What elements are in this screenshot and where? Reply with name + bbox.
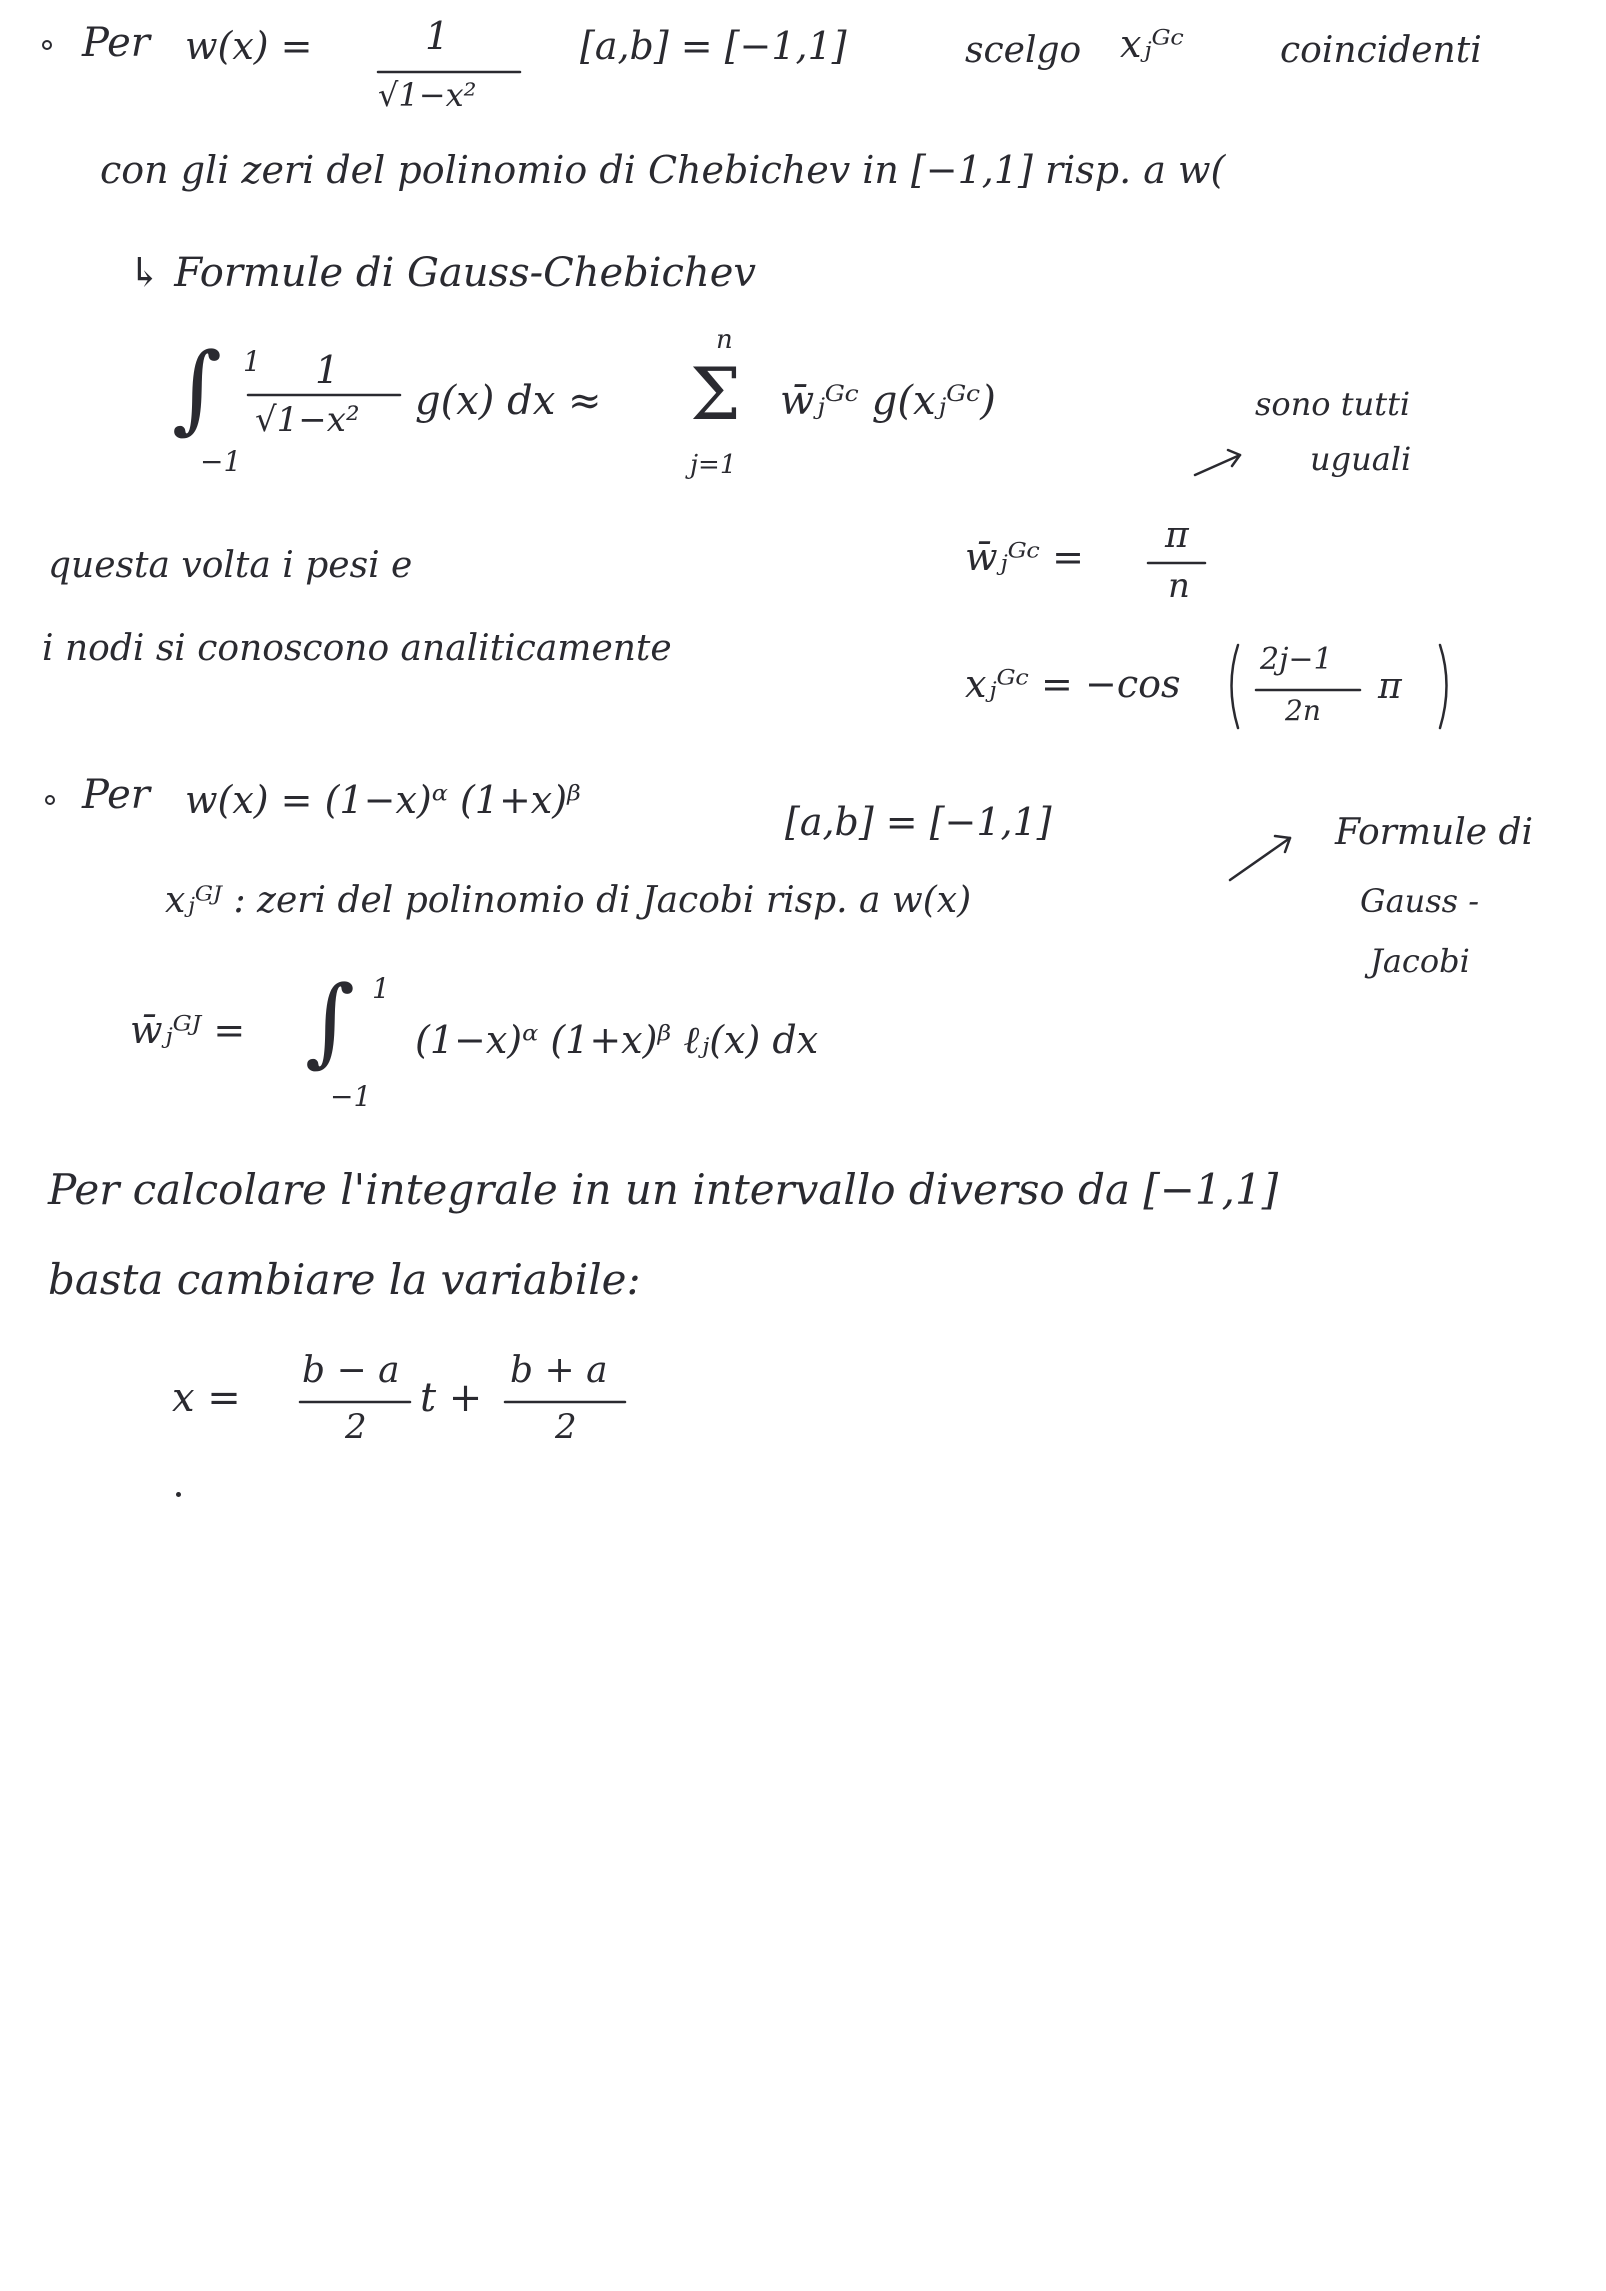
frac2-den: 2 [555,1407,577,1447]
jacobi-weights-lhs: w̄ⱼᴳᴶ = [130,1008,246,1052]
note-all-equal-1: sono tutti [1255,385,1411,423]
choose-text: scelgo [965,30,1082,71]
integral-upper-1: 1 [243,345,261,378]
integral-lower-2: −1 [330,1080,372,1113]
note-all-equal-2: uguali [1310,440,1412,478]
integrand-denominator: √1−x² [255,400,360,440]
change-of-variable-line1: Per calcolare l'integrale in un intervallo diverso da [−1,1] [48,1165,1279,1214]
node-formula-den: 2n [1285,694,1321,727]
integral-sign-1: ∫ [172,332,223,444]
node-symbol-gc: xⱼᴳᶜ [1120,22,1184,66]
sum-lower: j=1 [690,450,737,480]
jacobi-weight: w(x) = (1−x)ᵅ (1+x)ᵝ [185,778,581,822]
formula-name-2: Gauss - [1360,882,1480,920]
jacobi-nodes-line: xⱼᴳᴶ : zeri del polinomio di Jacobi risp. a w(x) [165,880,972,921]
integral-lower-1: −1 [200,445,242,478]
sum-sign: Σ [690,352,741,436]
change-of-variable-line2: basta cambiare la variabile: [48,1255,641,1304]
gauss-chebichev-heading: ↳ Formule di Gauss-Chebichev [128,250,756,296]
frac1-num: b − a [302,1350,400,1391]
trailing-dot [176,1492,181,1497]
node-formula-lhs: xⱼᴳᶜ = −cos [965,662,1181,706]
node-formula-pi: π [1378,666,1402,707]
integrand-rest: g(x) dx ≈ [415,378,602,424]
weight-formula-den: n [1168,566,1190,606]
weight-numerator: 1 [425,14,450,58]
weight-formula-num: π [1165,515,1189,556]
integrand-numerator: 1 [315,348,340,392]
nodes-text: i nodi si conoscono analiticamente [42,628,672,669]
section2-per: Per [82,772,150,818]
t-plus: t + [420,1375,483,1421]
integral-sign-2: ∫ [305,965,356,1077]
weight-formula-lhs: w̄ⱼᴳᶜ = [965,535,1084,579]
formula-name-1: Formule di [1335,812,1534,853]
frac1-den: 2 [345,1407,367,1447]
interval-1: [a,b] = [−1,1] [580,24,847,68]
chebyshev-zeros-line: con gli zeri del polinomio di Chebichev in [−1,1] risp. a w( [100,148,1226,192]
coincident-text: coincidenti [1280,30,1482,71]
bullet-2 [45,795,55,805]
node-formula-num: 2j−1 [1260,642,1333,677]
weights-text: questa volta i pesi e [48,545,413,586]
formula-name-3: Jacobi [1370,942,1470,980]
weight-function-lhs: w(x) = [185,24,313,68]
x-lhs: x = [172,1375,241,1421]
weight-denominator: √1−x² [378,76,477,114]
integral-upper-2: 1 [372,972,390,1005]
section1-per: Per [82,20,150,66]
interval-2: [a,b] = [−1,1] [785,800,1052,844]
sum-body: w̄ⱼᴳᶜ g(xⱼᴳᶜ) [780,378,996,424]
jacobi-integrand: (1−x)ᵅ (1+x)ᵝ ℓⱼ(x) dx [415,1018,819,1062]
frac2-num: b + a [510,1350,608,1391]
bullet-1 [42,40,52,50]
sum-upper: n [716,325,733,355]
